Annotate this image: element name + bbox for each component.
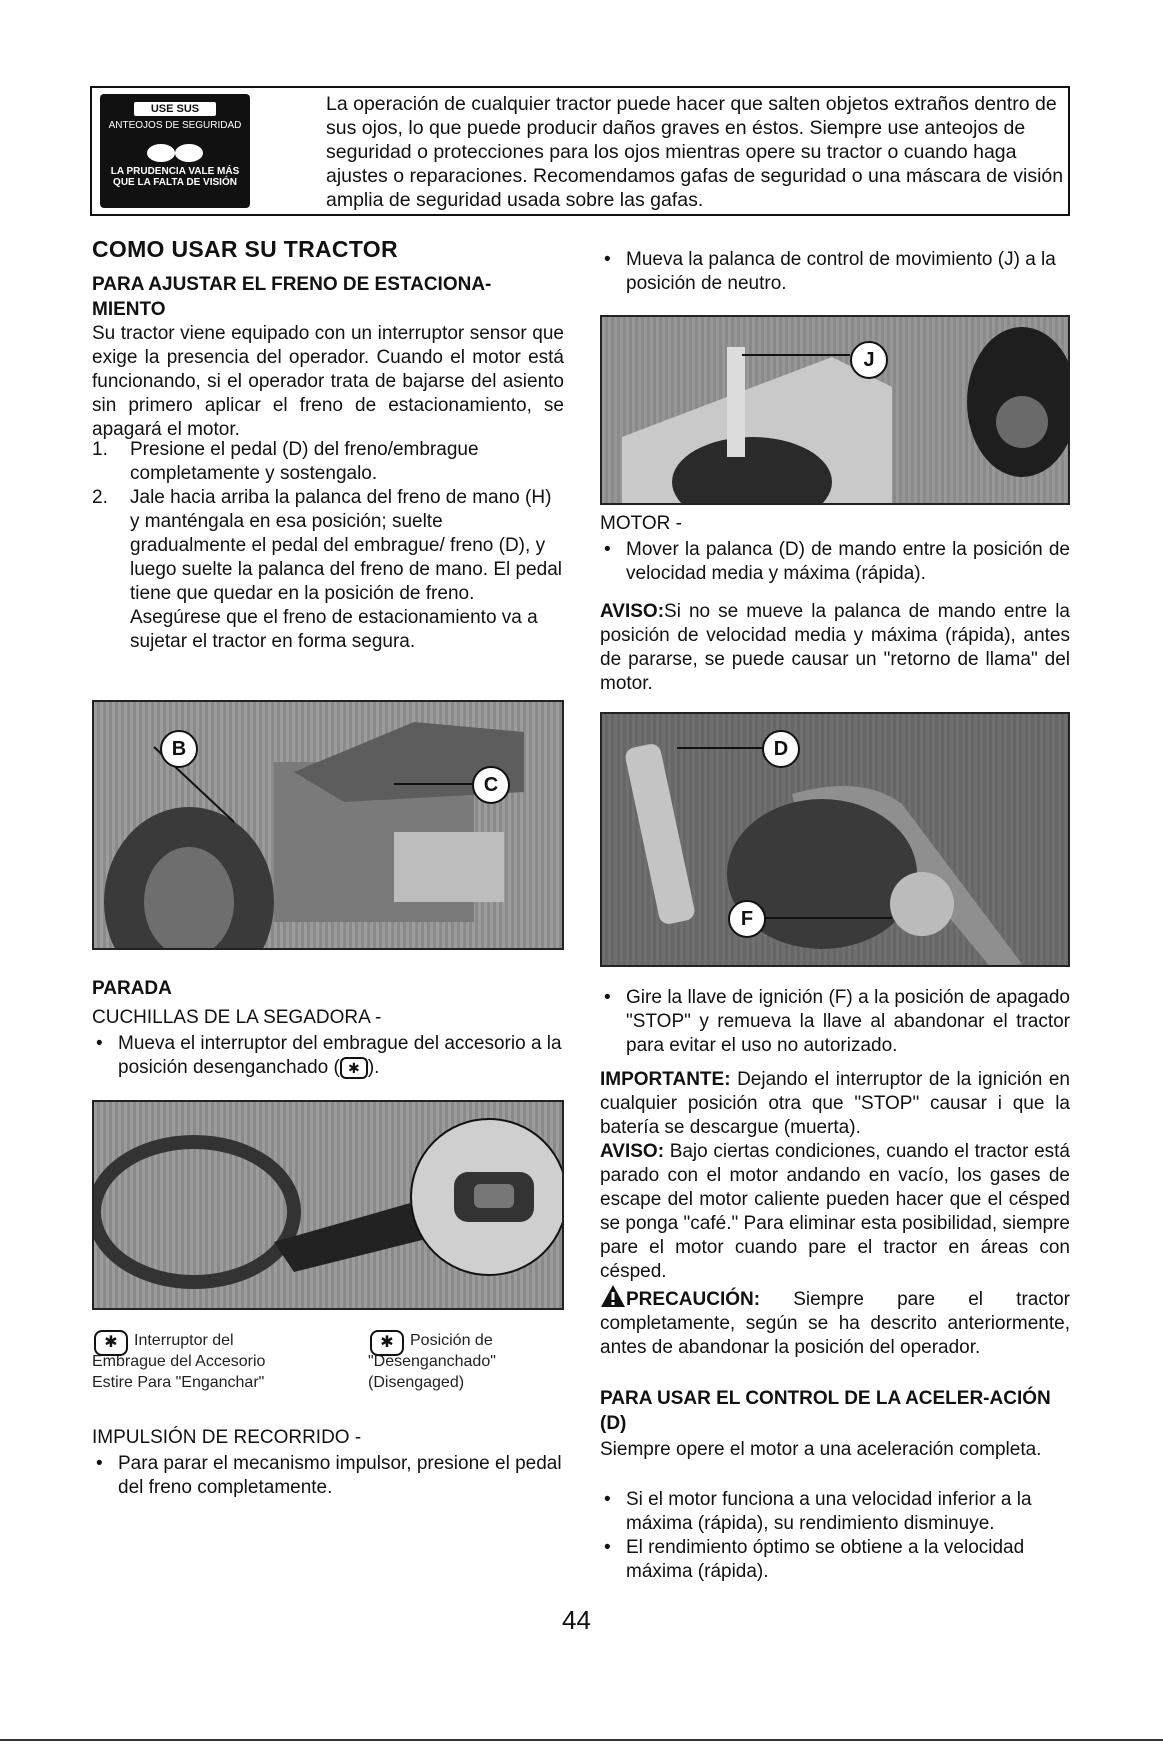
warning-triangle-icon (600, 1284, 626, 1308)
pto-switch-illustration (94, 1102, 564, 1310)
pto-engaged-icon: ✱ (94, 1330, 128, 1356)
caption-right-line1: Posición de (410, 1332, 493, 1349)
list-item: • Para parar el mecanismo impulsor, presione el pedal del freno completamente. (92, 1452, 564, 1500)
aviso-grass (600, 1140, 1070, 1284)
motor-heading: MOTOR - (600, 513, 682, 534)
safety-warning-text: La operación de cualquier tractor puede hacer que salten objetos extraños dentro de sus ojos, lo que puede producir daños graves en éstos. Siempre use anteojos de seguridad o protecciones para los ojos mientras opere su tractor o cuando haga ajustes o reparaciones. Recomendamos gafas de seguridad o una máscara de visión amplia de seguridad usada sobre las gafas. (326, 93, 1064, 211)
precaucion-note (600, 1284, 1070, 1360)
parking-brake-heading: PARA AJUSTAR EL FRENO DE ESTACIONA-MIENTO (92, 274, 492, 320)
throttle-list (600, 1488, 1070, 1584)
blades-bullet-end: ). (367, 1057, 380, 1078)
motion-lever-illustration (602, 317, 1070, 505)
throttle-intro: Siempre opere el motor a una aceleración completa. (600, 1439, 1042, 1460)
drive-heading: IMPULSIÓN DE RECORRIDO - (92, 1427, 362, 1448)
caption-pto-disengaged (368, 1330, 568, 1393)
callout-d: D (762, 730, 800, 768)
parking-brake-intro: Su tractor viene equipado con un interruptor sensor que exige la presencia del operador. Cuando el motor está funcionando, si el operador trata de bajarse del asiento sin primero aplicar el freno de estacionamiento, se apagará el motor. (92, 323, 564, 440)
step-item (92, 486, 564, 654)
step-number: 1. (92, 439, 108, 460)
safety-icon-line2: ANTEOJOS DE SEGURIDAD (108, 120, 242, 131)
callout-c: C (472, 766, 510, 804)
aviso-label: AVISO: (600, 1141, 665, 1162)
throttle-ignition-illustration (602, 714, 1070, 967)
section-title: COMO USAR SU TRACTOR (92, 236, 398, 262)
page-bottom-rule (0, 1739, 1163, 1741)
importante-note (600, 1068, 1070, 1140)
safety-glasses-icon (100, 94, 250, 208)
aviso-backfire (600, 600, 1070, 696)
safety-banner (90, 86, 1070, 216)
ignition-list (600, 986, 1070, 1058)
list-item: • Si el motor funciona a una velocidad inferior a la máxima (rápida), su rendimiento disminuye. (600, 1488, 1070, 1536)
step-number: 2. (92, 487, 108, 508)
importante-label: IMPORTANTE: (600, 1069, 731, 1090)
precaucion-text: Siempre pare el tractor completamente, según se ha descrito anteriormente, antes de abandonar la posición del operador. (600, 1289, 1071, 1358)
goggles-icon (145, 142, 205, 164)
caption-right-line2: "Desenganchado" (368, 1353, 496, 1370)
step-item (92, 438, 564, 486)
parking-brake-steps (92, 438, 564, 654)
importante-text: Dejando el interruptor de la ignición en cualquier posición otra que "STOP" causar i que la batería se descargue (muerta). (600, 1069, 1070, 1138)
caption-left-line1: Interruptor del (134, 1332, 234, 1349)
safety-icon-line3: LA PRUDENCIA VALE MÁS QUE LA FALTA DE VISIÓN (110, 166, 240, 188)
caption-left-line2: Embrague del Accesorio (92, 1353, 266, 1370)
list-item: • Gire la llave de ignición (F) a la posición de apagado "STOP" y remueva la llave al abandonar el tractor para evitar el uso no autorizado. (600, 986, 1070, 1058)
caption-left-line3: Estire Para "Enganchar" (92, 1374, 265, 1391)
pto-disengaged-icon: ✱ (370, 1330, 404, 1356)
aviso-text: Si no se mueve la palanca de mando entre la posición de velocidad media y máxima (rápida), antes de pararse, se puede causar un "retorno de llama" del motor. (600, 601, 1070, 694)
caption-pto-engaged (92, 1330, 322, 1393)
list-item: • Mueva la palanca de control de movimiento (J) a la posición de neutro. (600, 248, 1070, 296)
list-item: • Mover la palanca (D) de mando entre la posición de velocidad media y máxima (rápida). (600, 538, 1070, 586)
callout-b: B (160, 730, 198, 768)
photo-brake-pedal (92, 700, 564, 950)
callout-f: F (728, 900, 766, 938)
photo-throttle-ignition (600, 712, 1070, 967)
throttle-heading: PARA USAR EL CONTROL DE LA ACELER-ACIÓN (D) (600, 1388, 1051, 1434)
aviso-label: AVISO: (600, 601, 665, 622)
blades-bullet-text: Mueva el interruptor del embrague del accesorio a la posición desenganchado ( (118, 1033, 562, 1078)
photo-motion-lever (600, 315, 1070, 505)
pto-disengaged-icon: ✱ (340, 1057, 368, 1079)
blades-list (92, 1032, 564, 1080)
list-item (92, 1032, 564, 1080)
precaucion-label: PRECAUCIÓN: (626, 1289, 761, 1310)
safety-icon-line1: USE SUS (134, 102, 216, 116)
list-item: • El rendimiento óptimo se obtiene a la velocidad máxima (rápida). (600, 1536, 1070, 1584)
photo-pto-switch (92, 1100, 564, 1310)
stop-heading: PARADA (92, 978, 172, 999)
blades-heading: CUCHILLAS DE LA SEGADORA - (92, 1007, 382, 1028)
motor-list (600, 538, 1070, 586)
neutral-list (600, 248, 1070, 296)
page-number: 44 (562, 1605, 591, 1635)
step-text: Presione el pedal (D) del freno/embrague completamente y sostengalo. (130, 439, 479, 484)
step-text: Jale hacia arriba la palanca del freno de mano (H) y manténgala en esa posición; suelte gradualmente el pedal del embrague/ freno (D), y luego suelte la palanca del freno de mano. El pedal tiene que quedar en la posición de freno. Asegúrese que el freno de estacionamiento va a sujetar el tractor en forma segura. (130, 487, 563, 652)
caption-right-line3: (Disengaged) (368, 1374, 465, 1391)
drive-list (92, 1452, 564, 1500)
aviso-text: Bajo ciertas condiciones, cuando el tractor está parado con el motor andando en vacío, los gases de escape del motor caliente pueden hacer que el césped se ponga "café." Para eliminar esta posibilidad, siempre pare el motor cuando pare el tractor en áreas con césped. (600, 1141, 1070, 1282)
callout-j: J (850, 341, 888, 379)
